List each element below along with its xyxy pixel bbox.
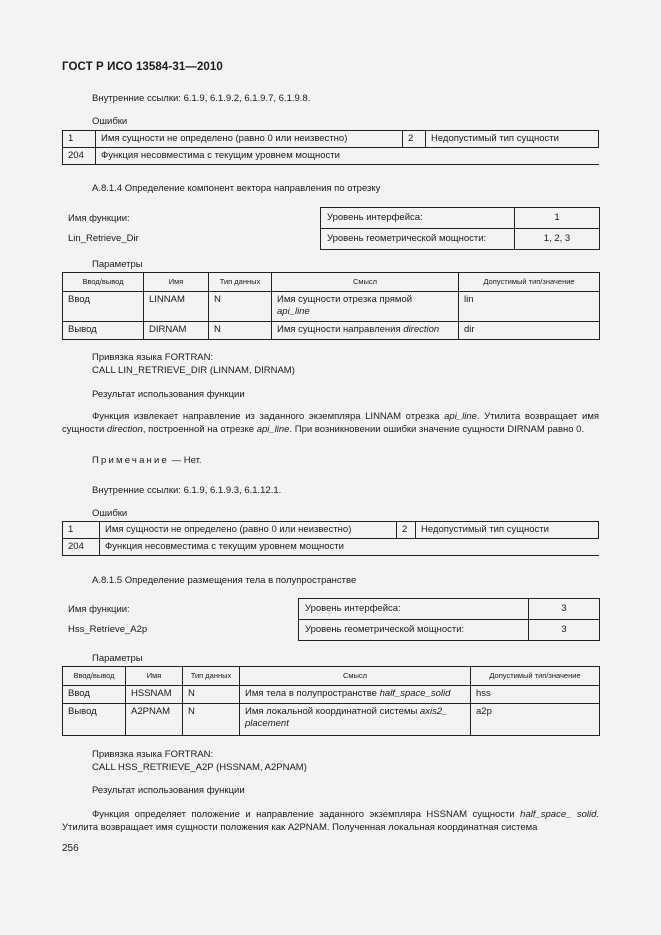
params-table — [62, 666, 600, 736]
error-text: Недопустимый тип сущности — [416, 522, 599, 539]
column-header: Допустимый тип/значение — [459, 273, 600, 292]
text: . Утилита возвращает имя сущности положения как A2PNAM. Полученная локальная координатная система — [62, 809, 600, 833]
meaning-text: Имя тела в полупространстве — [245, 688, 377, 699]
param-io: Ввод — [63, 292, 144, 322]
document-header: ГОСТ Р ИСО 13584-31—2010 — [62, 61, 223, 73]
italic: direction — [106, 424, 143, 435]
level-value: 3 — [529, 599, 600, 620]
fortran-label: Привязка языка FORTRAN: — [92, 749, 214, 760]
text: , построенной на отрезке — [142, 424, 255, 435]
italic: api_line — [256, 424, 290, 435]
result-label: Результат использования функции — [92, 785, 245, 796]
italic: api_line — [444, 411, 477, 422]
table-header-row — [63, 667, 600, 686]
column-header: Ввод/вывод — [63, 273, 144, 292]
fortran-call: CALL LIN_RETRIEVE_DIR (LINNAM, DIRNAM) — [92, 365, 295, 376]
level-label: Уровень интерфейса: — [321, 208, 515, 229]
meaning-italic: axis2_ — [419, 706, 448, 717]
errors-table — [62, 521, 599, 556]
internal-refs: Внутренние ссылки: 6.1.9, 6.1.9.2, 6.1.9.7, 6.1.9.8. — [92, 93, 311, 104]
param-allowed: dir — [459, 322, 600, 340]
param-allowed: hss — [471, 686, 600, 704]
param-allowed: a2p — [471, 704, 600, 736]
level-value: 1 — [515, 208, 600, 229]
result-paragraph — [62, 410, 599, 436]
param-type: N — [183, 686, 240, 704]
level-label: Уровень геометрической мощности: — [299, 620, 529, 641]
fortran-call: CALL HSS_RETRIEVE_A2P (HSSNAM, A2PNAM) — [92, 762, 307, 773]
note-text: — Нет. — [169, 455, 202, 466]
section-heading: A.8.1.4 Определение компонент вектора направления по отрезку — [92, 183, 381, 194]
table-row — [63, 148, 599, 165]
errors-label: Ошибки — [92, 508, 128, 519]
param-name: DIRNAM — [144, 322, 209, 340]
function-name: Hss_Retrieve_A2p — [68, 624, 148, 635]
level-value: 1, 2, 3 — [515, 229, 600, 250]
table-row — [63, 322, 600, 340]
text: Функция определяет положение и направление заданного экземпляра HSSNAM сущности — [92, 809, 515, 820]
table-row — [321, 229, 600, 250]
column-header: Имя — [144, 273, 209, 292]
function-label: Имя функции: — [68, 213, 130, 224]
note-label: Примечание — [92, 455, 169, 466]
param-name: HSSNAM — [126, 686, 183, 704]
error-text: Функция несовместима с текущим уровнем мощности — [100, 539, 599, 556]
function-name: Lin_Retrieve_Dir — [68, 233, 139, 244]
table-row — [63, 131, 599, 148]
level-value: 3 — [529, 620, 600, 641]
param-io: Вывод — [63, 704, 126, 736]
column-header: Смысл — [272, 273, 459, 292]
errors-table — [62, 130, 599, 165]
param-meaning — [272, 292, 459, 322]
table-row — [63, 292, 600, 322]
errors-label: Ошибки — [92, 116, 128, 127]
fortran-label: Привязка языка FORTRAN: — [92, 352, 214, 363]
column-header: Тип данных — [209, 273, 272, 292]
error-text: Недопустимый тип сущности — [426, 131, 599, 148]
italic: solid — [576, 809, 597, 820]
function-label: Имя функции: — [68, 604, 130, 615]
note — [92, 454, 202, 467]
page-number: 256 — [62, 843, 79, 854]
table-row — [299, 620, 600, 641]
param-io: Ввод — [63, 686, 126, 704]
params-table — [62, 272, 600, 340]
table-row — [63, 539, 599, 556]
param-meaning — [240, 686, 471, 704]
result-label: Результат использования функции — [92, 389, 245, 400]
result-paragraph — [62, 808, 599, 834]
column-header: Смысл — [240, 667, 471, 686]
levels-table — [320, 207, 600, 250]
table-row — [299, 599, 600, 620]
text: Функция извлекает направление из заданного экземпляра LINNAM отрезка — [92, 411, 440, 422]
error-code: 2 — [403, 131, 426, 148]
meaning-text: Имя сущности направления — [277, 324, 401, 335]
italic: half_space_ — [520, 809, 572, 820]
error-text: Имя сущности не определено (равно 0 или неизвестно) — [100, 522, 397, 539]
text: . При возникновении ошибки значение сущности DIRNAM равно 0. — [289, 424, 585, 435]
meaning-text: Имя сущности отрезка прямой — [277, 294, 413, 305]
param-type: N — [209, 322, 272, 340]
param-io: Вывод — [63, 322, 144, 340]
error-code: 2 — [397, 522, 416, 539]
column-header: Имя — [126, 667, 183, 686]
internal-refs: Внутренние ссылки: 6.1.9, 6.1.9.3, 6.1.12.1. — [92, 485, 282, 496]
param-name: LINNAM — [144, 292, 209, 322]
params-label: Параметры — [92, 259, 143, 270]
table-row — [63, 522, 599, 539]
table-row — [321, 208, 600, 229]
column-header: Допустимый тип/значение — [471, 667, 600, 686]
meaning-italic: half_space_solid — [379, 688, 451, 699]
level-label: Уровень интерфейса: — [299, 599, 529, 620]
param-meaning — [240, 704, 471, 736]
table-row — [63, 686, 600, 704]
level-label: Уровень геометрической мощности: — [321, 229, 515, 250]
error-code: 1 — [63, 522, 100, 539]
error-code: 204 — [63, 148, 96, 165]
meaning-text: Имя локальной координатной системы — [245, 706, 418, 717]
error-code: 1 — [63, 131, 96, 148]
section-heading: A.8.1.5 Определение размещения тела в полупространстве — [92, 575, 357, 586]
column-header: Тип данных — [183, 667, 240, 686]
param-meaning — [272, 322, 459, 340]
error-code: 204 — [63, 539, 100, 556]
column-header: Ввод/вывод — [63, 667, 126, 686]
table-row — [63, 704, 600, 736]
levels-table — [298, 598, 600, 641]
error-text: Функция несовместима с текущим уровнем мощности — [96, 148, 599, 165]
meaning-italic: api_line — [277, 306, 310, 317]
params-label: Параметры — [92, 653, 143, 664]
param-type: N — [209, 292, 272, 322]
meaning-italic: placement — [245, 718, 289, 729]
error-text: Имя сущности не определено (равно 0 или неизвестно) — [96, 131, 403, 148]
param-allowed: lin — [459, 292, 600, 322]
text: . Утилита возвращает имя сущности — [62, 411, 600, 435]
meaning-italic: direction — [403, 324, 440, 335]
param-type: N — [183, 704, 240, 736]
param-name: A2PNAM — [126, 704, 183, 736]
table-header-row — [63, 273, 600, 292]
